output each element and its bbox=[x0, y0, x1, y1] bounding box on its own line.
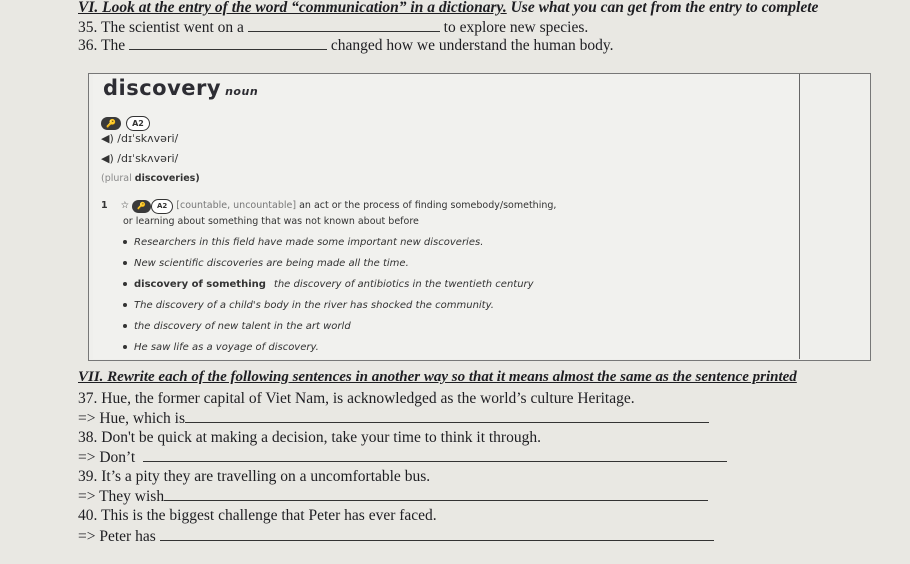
bullet bbox=[123, 324, 127, 328]
section-7-title bbox=[78, 369, 797, 386]
answer-40-blank[interactable] bbox=[160, 528, 714, 541]
question-35 bbox=[78, 19, 588, 37]
headword-text: discovery bbox=[103, 76, 222, 100]
question-35-blank[interactable] bbox=[248, 19, 440, 32]
level-badge: A2 bbox=[126, 116, 150, 131]
oxford-3000-key-icon: 🔑 bbox=[101, 117, 121, 130]
part-of-speech: noun bbox=[225, 85, 259, 98]
pronunciation-us bbox=[101, 152, 178, 165]
plural-label: (plural bbox=[101, 173, 132, 184]
answer-39-blank[interactable] bbox=[164, 488, 708, 501]
example-5 bbox=[123, 321, 351, 332]
example-2-text: New scientific discoveries are being made all the time. bbox=[134, 258, 409, 269]
question-36 bbox=[78, 37, 613, 55]
bullet bbox=[123, 282, 127, 286]
example-3-text: the discovery of antibiotics in the twentieth century bbox=[273, 279, 534, 290]
section-6-title-rest: Use what you can get from the entry to complete bbox=[506, 0, 819, 16]
speaker-icon[interactable]: ◀) bbox=[101, 132, 114, 145]
question-37: 37. Hue, the former capital of Viet Nam, is acknowledged as the world’s culture Heritage. bbox=[78, 390, 635, 407]
bullet bbox=[123, 240, 127, 244]
plural-word: discoveries) bbox=[134, 173, 200, 184]
headword bbox=[103, 76, 258, 100]
star-icon: ☆ bbox=[120, 200, 130, 211]
question-38: 38. Don't be quick at making a decision, take your time to think it through. bbox=[78, 429, 541, 446]
example-1-text: Researchers in this field have made some important new discoveries. bbox=[134, 237, 484, 248]
pronunciation-uk-text: /dɪˈskʌvəri/ bbox=[117, 132, 179, 145]
pronunciation-us-text: /dɪˈskʌvəri/ bbox=[117, 152, 179, 165]
example-6 bbox=[123, 342, 319, 353]
example-4-text: The discovery of a child's body in the river has shocked the community. bbox=[134, 300, 494, 311]
question-39: 39. It’s a pity they are travelling on a uncomfortable bus. bbox=[78, 468, 431, 485]
sense-number: 1 bbox=[101, 200, 108, 211]
section-6-title bbox=[78, 0, 818, 17]
example-4 bbox=[123, 300, 494, 311]
answer-39-start: => They wish bbox=[78, 488, 165, 505]
question-36-start: 36. The bbox=[78, 37, 126, 54]
oxford-key-icon: 🔑 bbox=[132, 200, 151, 213]
dictionary-entry bbox=[88, 73, 871, 361]
answer-37-blank[interactable] bbox=[185, 410, 709, 423]
sense-level-badge: A2 bbox=[151, 199, 173, 214]
bullet bbox=[123, 303, 127, 307]
grammar-label: [countable, uncountable] bbox=[176, 200, 297, 211]
answer-39 bbox=[78, 488, 708, 506]
collocation: discovery of something bbox=[134, 279, 266, 290]
answer-38-start: => Don’t bbox=[78, 449, 136, 466]
speaker-icon[interactable]: ◀) bbox=[101, 152, 114, 165]
answer-37 bbox=[78, 410, 709, 428]
level-badges bbox=[101, 111, 150, 131]
answer-38-blank[interactable] bbox=[143, 449, 727, 462]
answer-40-start: => Peter has bbox=[78, 528, 156, 545]
answer-37-start: => Hue, which is bbox=[78, 410, 186, 427]
plural-form bbox=[101, 173, 200, 184]
question-35-end: to explore new species. bbox=[443, 19, 589, 36]
example-2 bbox=[123, 258, 409, 269]
sense-1-header bbox=[101, 199, 556, 214]
example-3 bbox=[123, 279, 534, 290]
section-6-title-underlined: VI. Look at the entry of the word “communication” in a dictionary. bbox=[78, 0, 507, 16]
question-35-start: 35. The scientist went on a bbox=[78, 19, 244, 36]
definition-line-2: or learning about something that was not known about before bbox=[123, 216, 419, 227]
example-1 bbox=[123, 237, 483, 248]
question-36-blank[interactable] bbox=[129, 37, 327, 50]
example-5-text: the discovery of new talent in the art world bbox=[134, 321, 351, 332]
bullet bbox=[123, 345, 127, 349]
answer-40 bbox=[78, 528, 714, 546]
pronunciation-uk bbox=[101, 132, 178, 145]
section-7-title-text: VII. Rewrite each of the following sentences in another way so that it means almost the same as the sentence printed bbox=[78, 369, 797, 385]
question-36-end: changed how we understand the human body. bbox=[330, 37, 614, 54]
question-40: 40. This is the biggest challenge that Peter has ever faced. bbox=[78, 507, 437, 524]
bullet bbox=[123, 261, 127, 265]
dictionary-entry-panel bbox=[93, 74, 800, 359]
answer-38 bbox=[78, 449, 727, 467]
example-6-text: He saw life as a voyage of discovery. bbox=[134, 342, 319, 353]
definition-line-1: an act or the process of finding somebody/something, bbox=[299, 200, 557, 211]
